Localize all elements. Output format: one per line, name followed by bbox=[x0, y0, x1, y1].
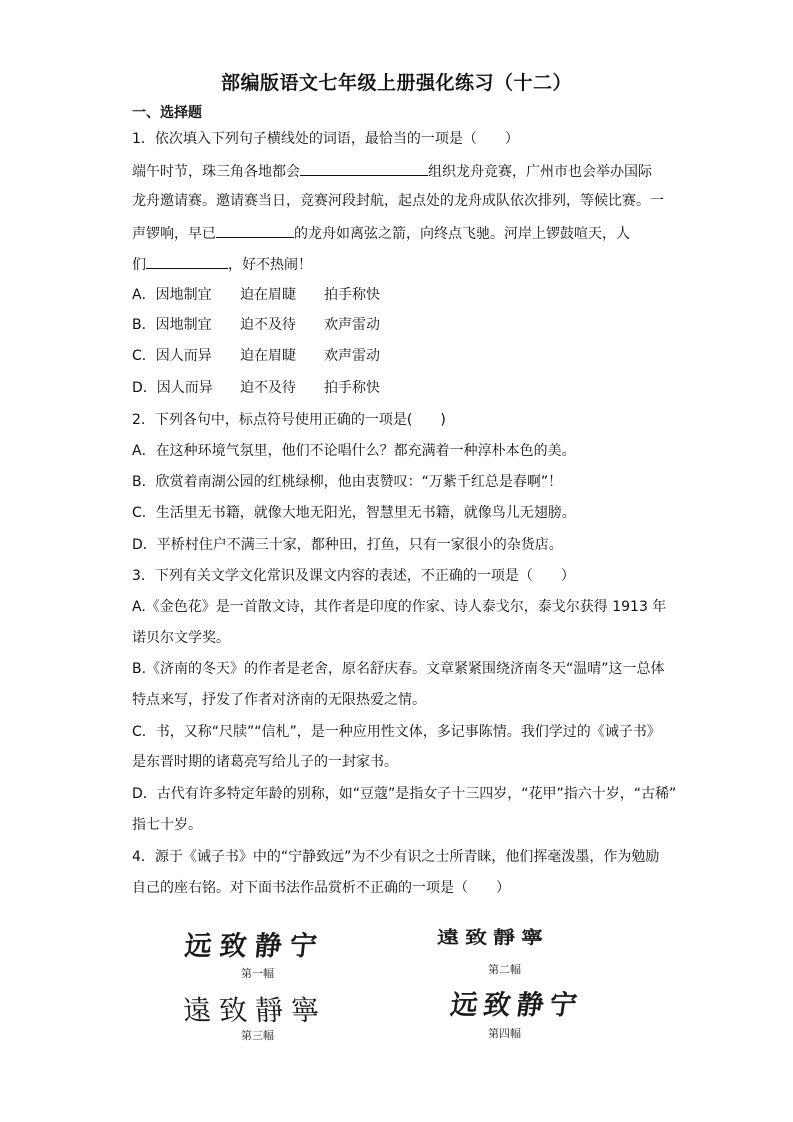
q3-option-a-line-2: 诺贝尔文学奖。 bbox=[132, 630, 230, 646]
calligraphy-text: 遠致靜寧 bbox=[437, 927, 550, 949]
question-1-passage-line-4 bbox=[132, 253, 312, 275]
option-word-1: B．因地制宜 bbox=[132, 317, 212, 333]
q3-option-b-line-2: 特点来写，抒发了作者对济南的无限热爱之情。 bbox=[132, 692, 426, 708]
question-1-passage-line-3 bbox=[132, 222, 630, 244]
passage-text: ，好不热闹！ bbox=[228, 257, 312, 273]
q2-option-c: C．生活里无书籍，就像大地无阳光，智慧里无书籍，就像鸟儿无翅膀。 bbox=[132, 505, 576, 521]
option-word-2: 迫不及待 bbox=[240, 380, 296, 396]
option-word-1: C．因人而异 bbox=[132, 348, 212, 364]
passage-text: 声锣响，早已 bbox=[132, 226, 216, 242]
q3-option-d-line-2: 指七十岁。 bbox=[132, 817, 202, 833]
option-word-2: 迫在眉睫 bbox=[240, 348, 296, 364]
question-4-line-2: 自己的座右铭。对下面书法作品赏析不正确的一项是（ ） bbox=[132, 880, 510, 896]
calligraphy-caption-3: 第三幅 bbox=[241, 1029, 274, 1042]
q1-option-b bbox=[132, 315, 380, 335]
fill-blank-1 bbox=[300, 160, 428, 176]
fill-blank-3 bbox=[146, 253, 228, 269]
question-1-stem: 1．依次填入下列句子横线处的词语，最恰当的一项是（ ） bbox=[132, 131, 519, 147]
calligraphy-text: 远致静宁 bbox=[448, 990, 585, 1021]
q3-option-d-line-1: D．古代有许多特定年龄的别称，如“豆蔻”是指女子十三四岁，“花甲”指六十岁，“古稀” bbox=[132, 786, 677, 802]
passage-text: 组织龙舟竞赛，广州市也会举办国际 bbox=[428, 164, 652, 180]
fill-blank-2 bbox=[216, 222, 294, 238]
question-1-passage-line-1 bbox=[132, 160, 652, 182]
option-word-3: 拍手称快 bbox=[324, 380, 380, 396]
question-2-stem: 2．下列各句中，标点符号使用正确的一项是( ) bbox=[132, 412, 446, 428]
calligraphy-text: 远致静宁 bbox=[183, 931, 327, 962]
q3-option-c-line-2: 是东晋时期的诸葛亮写给儿子的一封家书。 bbox=[132, 754, 398, 770]
q1-option-a bbox=[132, 285, 380, 305]
q2-option-a: A．在这种环境气氛里，他们不论唱什么？都充满着一种淳朴本色的美。 bbox=[132, 443, 576, 459]
question-3-stem: 3．下列有关文学文化常识及课文内容的表述，不正确的一项是（ ） bbox=[132, 568, 575, 584]
q2-option-b: B．欣赏着南湖公园的红桃绿柳，他由衷赞叹：“万紫千红总是春啊”！ bbox=[132, 474, 563, 490]
question-1-passage-line-2: 龙舟邀请赛。邀请赛当日，竞赛河段封航，起点处的龙舟成队依次排列，等候比赛。一 bbox=[132, 193, 664, 209]
q3-option-a-line-1: A.《金色花》是一首散文诗，其作者是印度的作家、诗人泰戈尔，泰戈尔获得 1913 年 bbox=[132, 599, 667, 615]
option-word-3: 欢声雷动 bbox=[324, 348, 380, 364]
passage-text: 们 bbox=[132, 257, 146, 273]
calligraphy-text: 遠致靜寧 bbox=[181, 994, 329, 1027]
option-word-2: 迫不及待 bbox=[240, 317, 296, 333]
question-4-line-1: 4．源于《诫子书》中的“宁静致远”为不少有识之士所青睐，他们挥毫泼墨，作为勉励 bbox=[132, 849, 660, 865]
q2-option-d: D．平桥村住户不满三十家，都种田，打鱼，只有一家很小的杂货店。 bbox=[132, 537, 563, 553]
passage-text: 端午时节，珠三角各地都会 bbox=[132, 164, 300, 180]
option-word-3: 拍手称快 bbox=[324, 287, 380, 303]
passage-text: 的龙舟如离弦之箭，向终点飞驰。河岸上锣鼓喧天，人 bbox=[294, 226, 630, 242]
section-heading: 一、选择题 bbox=[132, 105, 202, 121]
calligraphy-caption-2: 第二幅 bbox=[488, 963, 521, 976]
option-word-1: A．因地制宜 bbox=[132, 287, 212, 303]
calligraphy-caption-4: 第四幅 bbox=[488, 1027, 521, 1040]
option-word-1: D．因人而异 bbox=[132, 380, 213, 396]
q3-option-b-line-1: B.《济南的冬天》的作者是老舍，原名舒庆春。文章紧紧围绕济南冬天“温晴”这一总体 bbox=[132, 661, 665, 677]
page-title: 部编版语文七年级上册强化练习（十二） bbox=[220, 72, 572, 94]
option-word-3: 欢声雷动 bbox=[324, 317, 380, 333]
q3-option-c-line-1: C．书，又称“尺牍”“信札”，是一种应用性文体，多记事陈情。我们学过的《诫子书》 bbox=[132, 724, 661, 740]
option-word-2: 迫在眉睫 bbox=[240, 287, 296, 303]
calligraphy-caption-1: 第一幅 bbox=[241, 967, 274, 980]
q1-option-d bbox=[132, 378, 380, 398]
q1-option-c bbox=[132, 346, 380, 366]
